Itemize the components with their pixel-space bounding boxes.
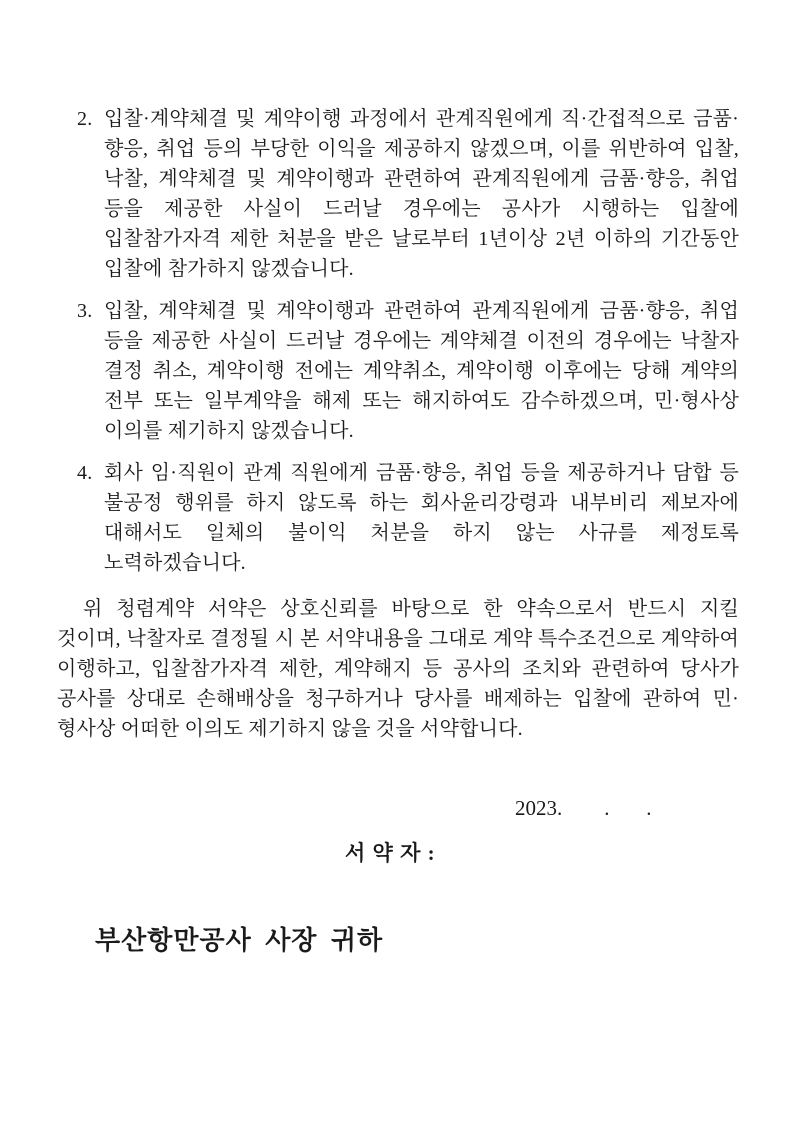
signer-label: 서 약 자 : [345, 841, 436, 865]
closing-paragraph: 위 청렴계약 서약은 상호신뢰를 바탕으로 한 약속으로서 반드시 지킬 것이며, 낙찰자로 결정될 시 본 서약내용을 그대로 계약 특수조건으로 계약하여 이행하고, 입찰참가자격 제한, 계약해지 등 공사의 조치와 관련하여 당사가 공사를 상대로 손해배상을 청구하거나 당사를 배제하는 입찰에 관하여 민·형사상 어떠한 이의도 제기하지 않을 것을 서약합니다. [57, 598, 739, 740]
pledge-clause-3 [57, 296, 739, 446]
clause-number: 2. [77, 108, 93, 130]
pledge-clause-4 [57, 458, 739, 578]
date-line: 2023. . . [515, 796, 652, 820]
clause-text: 회사 임·직원이 관계 직원에게 금품·향응, 취업 등을 제공하거나 담합 등 불공정 행위를 하지 않도록 하는 회사윤리강령과 내부비리 제보자에 대해서도 일체의 불이익 처분을 하지 않는 사규를 제정토록 노력하겠습니다. [104, 462, 739, 574]
clause-text: 입찰, 계약체결 및 계약이행과 관련하여 관계직원에게 금품·향응, 취업 등을 제공한 사실이 드러날 경우에는 계약체결 이전의 경우에는 낙찰자 결정 취소, 계약이행 전에는 계약취소, 계약이행 이후에는 당해 계약의 전부 또는 일부계약을 해제 또는 해지하여도 감수하겠으며, 민·형사상 이의를 제기하지 않겠습니다. [104, 300, 739, 442]
pledge-clause-2 [57, 104, 739, 284]
clause-text: 입찰·계약체결 및 계약이행 과정에서 관계직원에게 직·간접적으로 금품·향응, 취업 등의 부당한 이익을 제공하지 않겠으며, 이를 위반하여 입찰, 낙찰, 계약체결 및 계약이행과 관련하여 관계직원에게 금품·향응, 취업 등을 제공한 사실이 드러날 경우에는 공사가 시행하는 입찰에 입찰참가자격 제한 처분을 받은 날로부터 1년이상 2년 이하의 기간동안 입찰에 참가하지 않겠습니다. [104, 108, 739, 280]
clause-number: 4. [77, 462, 93, 484]
addressee-line: 부산항만공사 사장 귀하 [95, 926, 384, 955]
pledge-clause-list [57, 104, 739, 578]
clause-number: 3. [77, 300, 93, 322]
